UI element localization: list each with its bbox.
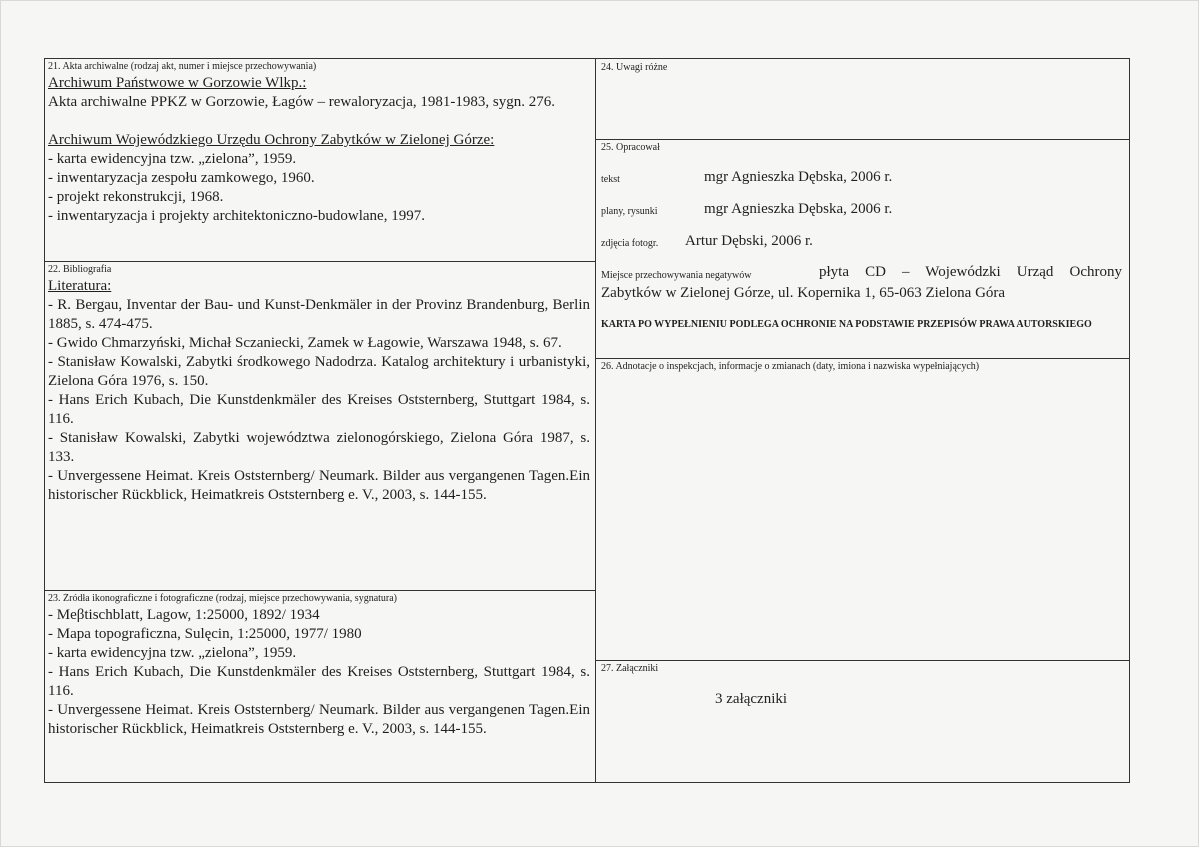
author-plans-value: mgr Agnieszka Dębska, 2006 r. (704, 201, 893, 217)
archive-1-text: Akta archiwalne PPKZ w Gorzowie, Łagów – rewaloryzacja, 1981-1983, sygn. 276. (48, 94, 555, 110)
bibliography-item: - Hans Erich Kubach, Die Kunstdenkmäler des Kreises Oststernberg, Stuttgart 1984, s. 116. (48, 392, 590, 427)
section-21-label: 21. Akta archiwalne (rodzaj akt, numer i miejsce przechowywania) (48, 61, 317, 72)
form-table (44, 58, 1130, 783)
section-21 (48, 61, 590, 259)
section-27 (601, 663, 1126, 781)
iconography-item: - Mapa topograficzna, Sulęcin, 1:25000, 1977/ 1980 (48, 626, 362, 642)
section-27-label: 27. Załączniki (601, 663, 659, 674)
author-text-label: tekst (601, 174, 620, 185)
iconography-item: - Hans Erich Kubach, Die Kunstdenkmäler des Kreises Oststernberg, Stuttgart 1984, s. 116. (48, 664, 590, 699)
section-22 (48, 264, 590, 588)
negatives-storage (601, 264, 1126, 303)
divider-25-26 (595, 358, 1130, 359)
section-26 (601, 361, 1126, 658)
divider-21-22 (45, 261, 595, 262)
author-text-value: mgr Agnieszka Dębska, 2006 r. (704, 169, 893, 185)
attachments-value: 3 załączniki (715, 691, 788, 707)
divider-26-27 (595, 660, 1130, 661)
divider-24-25 (595, 139, 1130, 140)
author-plans-label: plany, rysunki (601, 206, 658, 217)
archive-item: - projekt rekonstrukcji, 1968. (48, 189, 224, 205)
negatives-value-line-2: Zabytków w Zielonej Górze, ul. Kopernika 1, 65-063 Zielona Góra (601, 285, 1006, 301)
author-text-row (601, 169, 1126, 189)
bibliography-item: - Unvergessene Heimat. Kreis Oststernberg/ Neumark. Bilder aus vergangenen Tagen.Ein historischer Rückblick, Heimatkreis Oststernberg e. V., 2003, s. 144-155. (48, 468, 590, 503)
section-22-label: 22. Bibliografia (48, 264, 112, 275)
bibliography-title: Literatura: (48, 278, 112, 294)
archive-2-title: Archiwum Wojewódzkiego Urzędu Ochrony Zabytków w Zielonej Górze: (48, 132, 495, 148)
iconography-item: - karta ewidencyjna tzw. „zielona”, 1959. (48, 645, 297, 661)
negatives-value-line-1: płyta CD – Wojewódzki Urząd Ochrony (819, 264, 1122, 280)
divider-22-23 (45, 590, 595, 591)
section-23-label: 23. Źródła ikonograficzne i fotograficzne (rodzaj, miejsce przechowywania, sygnatura) (48, 593, 398, 604)
negatives-label: Miejsce przechowywania negatywów (601, 270, 752, 281)
section-25-label: 25. Opracował (601, 142, 660, 153)
bibliography-item: - Stanisław Kowalski, Zabytki województwa zielonogórskiego, Zielona Góra 1987, s. 133. (48, 430, 590, 465)
section-25 (601, 142, 1126, 356)
column-divider (595, 59, 596, 782)
archive-1-title: Archiwum Państwowe w Gorzowie Wlkp.: (48, 75, 307, 91)
section-24 (601, 62, 1126, 137)
bibliography-item: - Gwido Chmarzyński, Michał Sczaniecki, Zamek w Łagowie, Warszawa 1948, s. 67. (48, 335, 562, 351)
author-photos-value: Artur Dębski, 2006 r. (685, 233, 813, 249)
author-plans-row (601, 201, 1126, 221)
section-23 (48, 593, 590, 781)
archive-item: - inwentaryzacja i projekty architektoniczno-budowlane, 1997. (48, 208, 425, 224)
iconography-item: - Unvergessene Heimat. Kreis Oststernberg/ Neumark. Bilder aus vergangenen Tagen.Ein historischer Rückblick, Heimatkreis Oststernberg e. V., 2003, s. 144-155. (48, 702, 590, 737)
author-photos-row (601, 233, 1126, 253)
archive-item: - karta ewidencyjna tzw. „zielona”, 1959. (48, 151, 297, 167)
section-24-label: 24. Uwagi różne (601, 62, 668, 73)
section-26-label: 26. Adnotacje o inspekcjach, informacje o zmianach (daty, imiona i nazwiska wypełniających) (601, 361, 980, 372)
archive-item: - inwentaryzacja zespołu zamkowego, 1960. (48, 170, 315, 186)
author-photos-label: zdjęcia fotogr. (601, 238, 659, 249)
copyright-note: KARTA PO WYPEŁNIENIU PODLEGA OCHRONIE NA PODSTAWIE PRZEPISÓW PRAWA AUTORSKIEGO (601, 319, 1092, 330)
iconography-item: - Meβtischblatt, Lagow, 1:25000, 1892/ 1934 (48, 607, 320, 623)
bibliography-item: - Stanisław Kowalski, Zabytki środkowego Nadodrza. Katalog architektury i urbanistyki, Zielona Góra 1976, s. 150. (48, 354, 590, 389)
bibliography-item: - R. Bergau, Inventar der Bau- und Kunst-Denkmäler in der Provinz Brandenburg, Berlin 1885, s. 474-475. (48, 297, 590, 332)
